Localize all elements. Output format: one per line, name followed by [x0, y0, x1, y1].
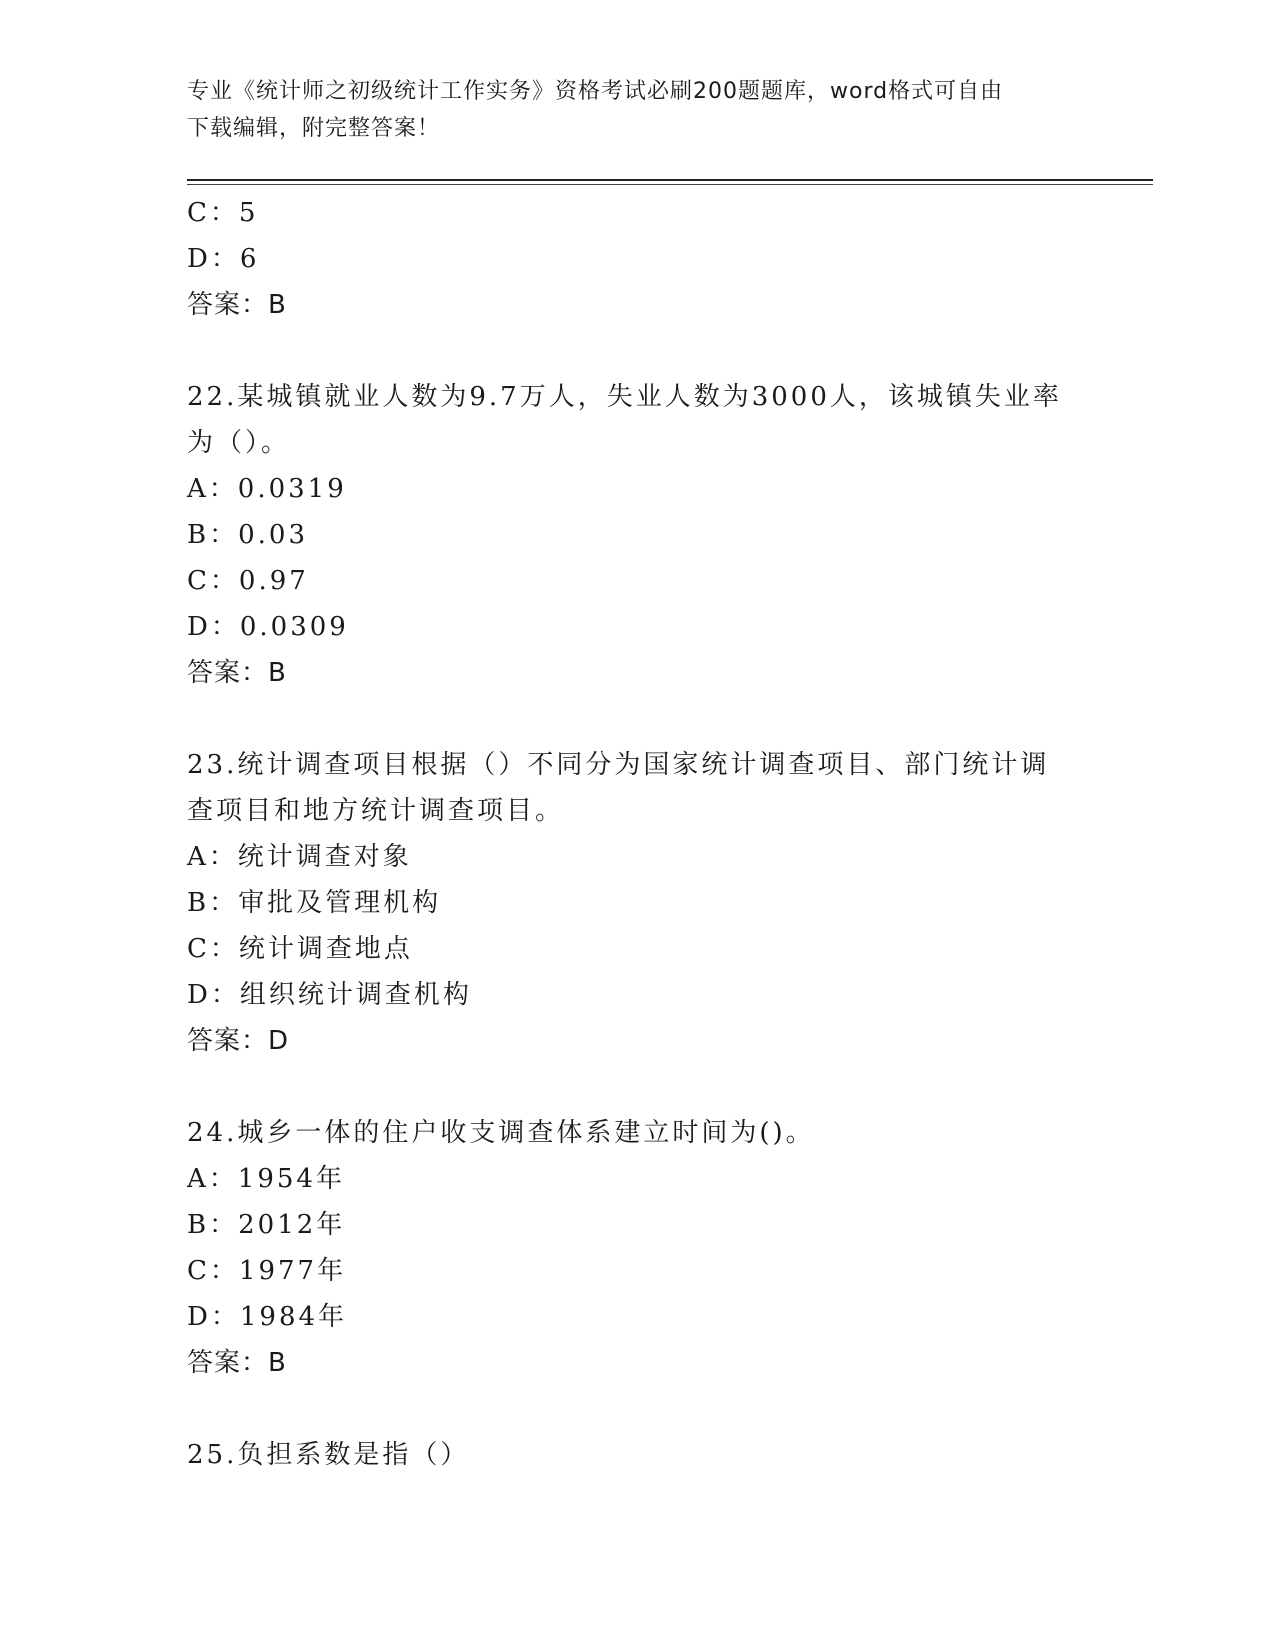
option-text: 审批及管理机构	[238, 888, 442, 918]
option-text: 1984年	[239, 1302, 348, 1332]
question-stem: 25.负担系数是指（）	[187, 1440, 470, 1470]
option-label: A：	[187, 474, 238, 504]
question-block-25	[187, 1432, 1087, 1478]
spacer	[187, 1064, 1087, 1110]
option-a	[187, 466, 1087, 512]
option-a	[187, 834, 1087, 880]
option-c	[187, 1248, 1087, 1294]
option-c	[187, 190, 1087, 236]
prev-question-block	[187, 190, 1087, 328]
option-text: 0.97	[238, 566, 309, 596]
option-text: 0.0319	[237, 474, 347, 504]
option-b	[187, 512, 1087, 558]
header-divider-thick	[187, 179, 1153, 181]
answer-line: 答案：B	[187, 658, 287, 688]
header-divider-thin	[187, 184, 1153, 185]
option-d	[187, 604, 1087, 650]
option-text: 6	[239, 244, 260, 274]
option-d	[187, 972, 1087, 1018]
spacer	[187, 1386, 1087, 1432]
question-block-24	[187, 1110, 1087, 1386]
option-text: 统计调查地点	[238, 934, 413, 964]
option-d	[187, 236, 1087, 282]
question-block-23	[187, 742, 1087, 1064]
option-label: C：	[187, 198, 239, 228]
spacer	[187, 696, 1087, 742]
option-label: D：	[187, 980, 240, 1010]
option-b	[187, 1202, 1087, 1248]
option-text: 统计调查对象	[237, 842, 412, 872]
option-text: 0.03	[238, 520, 308, 550]
option-text: 0.0309	[239, 612, 349, 642]
option-label: B：	[187, 520, 239, 550]
question-list	[187, 190, 1087, 1478]
header-title-line-2: 下载编辑，附完整答案！	[187, 116, 441, 141]
option-label: A：	[187, 842, 238, 872]
spacer	[187, 328, 1087, 374]
document-header	[187, 73, 1087, 147]
option-c	[187, 926, 1087, 972]
option-text: 1954年	[237, 1164, 345, 1194]
option-label: B：	[187, 1210, 239, 1240]
header-title-line-1: 专业《统计师之初级统计工作实务》资格考试必刷200题题库，word格式可自由	[187, 79, 1004, 104]
option-label: D：	[187, 1302, 240, 1332]
answer-line: 答案：D	[187, 1026, 290, 1056]
question-stem: 22.某城镇就业人数为9.7万人，失业人数为3000人，该城镇失业率为（）。	[187, 382, 1062, 458]
answer-line: 答案：B	[187, 290, 287, 320]
question-block-22	[187, 374, 1087, 696]
option-text: 2012年	[238, 1210, 346, 1240]
question-stem: 23.统计调查项目根据（）不同分为国家统计调查项目、部门统计调查项目和地方统计调查项目。	[187, 750, 1050, 826]
option-label: D：	[187, 244, 240, 274]
option-c	[187, 558, 1087, 604]
option-text: 5	[238, 198, 259, 228]
option-d	[187, 1294, 1087, 1340]
option-label: C：	[187, 1256, 239, 1286]
option-label: B：	[187, 888, 239, 918]
option-label: C：	[187, 566, 239, 596]
option-label: C：	[187, 934, 239, 964]
option-b	[187, 880, 1087, 926]
question-stem: 24.城乡一体的住户收支调查体系建立时间为()。	[187, 1118, 815, 1148]
option-text: 1977年	[238, 1256, 347, 1286]
option-a	[187, 1156, 1087, 1202]
option-label: D：	[187, 612, 240, 642]
option-label: A：	[187, 1164, 238, 1194]
answer-line: 答案：B	[187, 1348, 287, 1378]
option-text: 组织统计调查机构	[239, 980, 472, 1010]
